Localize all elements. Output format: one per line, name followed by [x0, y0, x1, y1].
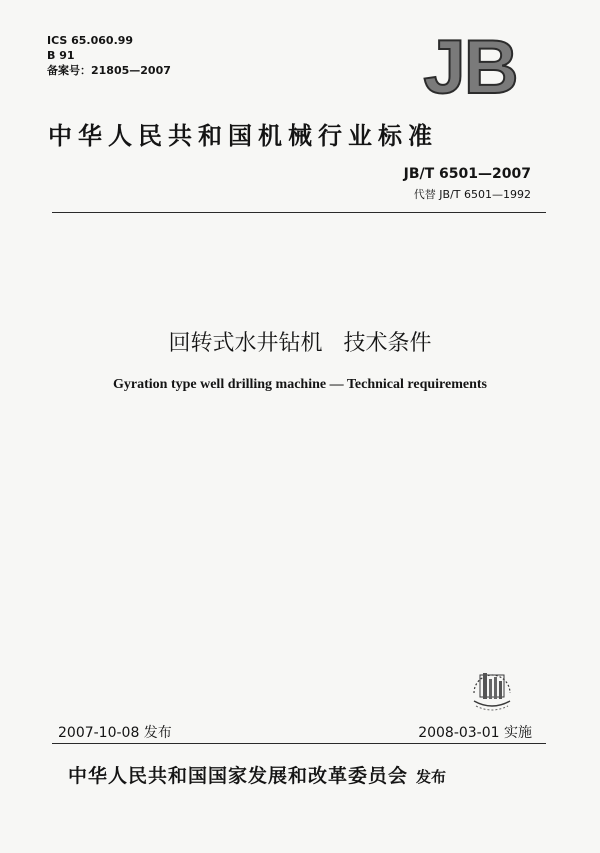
issuing-authority [68, 761, 446, 788]
industry-standard-title: 中华人民共和国机械行业标准 [48, 122, 438, 150]
footer-divider [52, 743, 546, 744]
standard-number: JB/T 6501—2007 [403, 166, 531, 182]
implementation-date: 2008-03-01 实施 [418, 725, 532, 741]
publisher-emblem-icon [466, 665, 518, 721]
issuer-name: 中华人民共和国国家发展和改革委员会 [68, 765, 409, 787]
jb-logo-text: JB [423, 36, 517, 98]
ccs-code: B 91 [47, 49, 75, 62]
issue-date: 2007-10-08 发布 [58, 725, 172, 741]
filing-number: 备案号：21805—2007 [47, 64, 171, 77]
ics-code: ICS 65.060.99 [47, 34, 134, 47]
chinese-title: 回转式水井钻机 技术条件 [168, 331, 432, 356]
metadata-block [47, 33, 171, 78]
header-divider [52, 212, 546, 213]
english-title: Gyration type well drilling machine — Technical requirements [113, 377, 487, 392]
replaced-standard: 代替 JB/T 6501—1992 [413, 188, 531, 201]
issuer-action: 发布 [416, 768, 447, 786]
jb-logo [414, 36, 526, 102]
